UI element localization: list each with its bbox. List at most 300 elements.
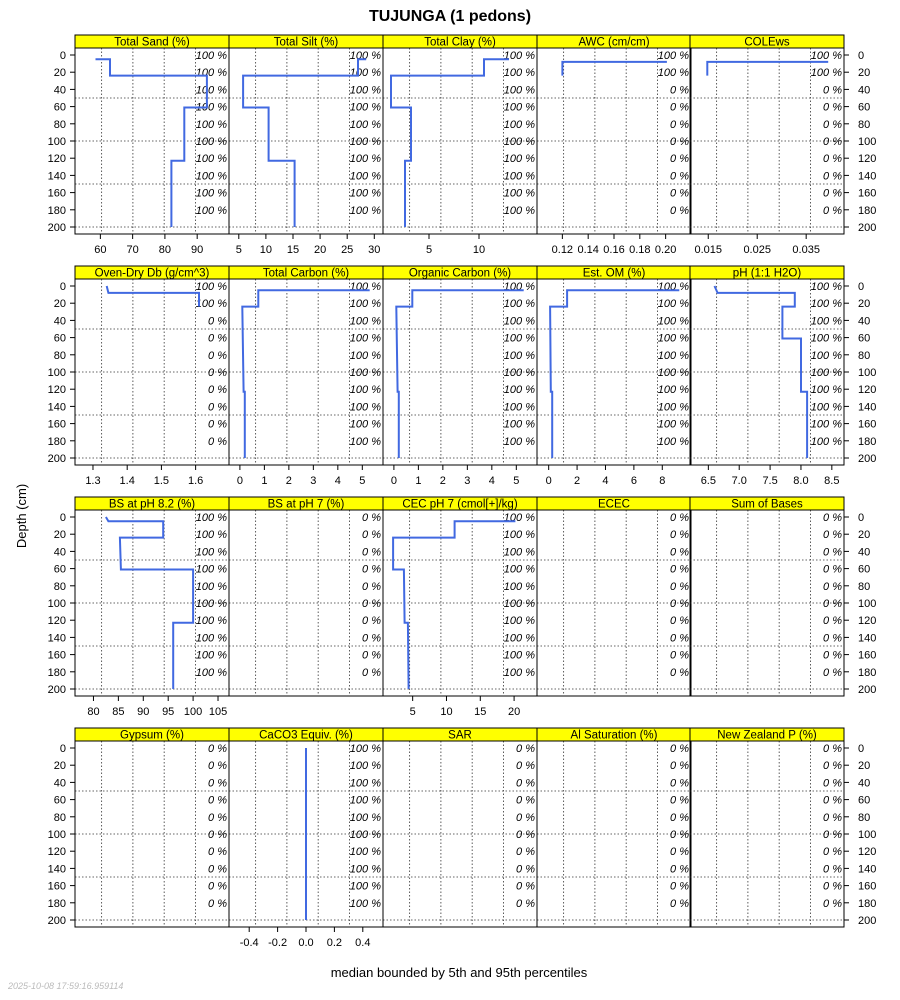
percent-label: 0 % — [670, 84, 689, 97]
y-tick-label: 160 — [858, 418, 877, 431]
percent-label: 0 % — [670, 880, 689, 893]
y-tick-label: 80 — [53, 811, 66, 824]
percent-label: 0 % — [670, 118, 689, 131]
percent-label: 0 % — [670, 153, 689, 166]
x-tick-label: 1 — [261, 475, 268, 487]
y-tick-label: 100 — [47, 367, 66, 379]
percent-label: 0 % — [823, 187, 842, 200]
percent-label: 100 % — [503, 50, 535, 62]
percent-label: 100 % — [657, 401, 689, 414]
y-tick-label: 200 — [47, 222, 66, 234]
percent-label: 100 % — [810, 418, 842, 431]
y-tick-label: 60 — [53, 563, 66, 576]
percent-label: 100 % — [349, 846, 381, 859]
panel — [75, 497, 229, 718]
panel — [537, 497, 691, 696]
y-tick-label: 40 — [858, 546, 871, 559]
percent-label: 100 % — [503, 84, 535, 97]
x-tick-label: 8 — [659, 475, 666, 487]
x-tick-label: 90 — [137, 706, 150, 718]
panel-title: CEC pH 7 (cmol[+]/kg) — [402, 498, 518, 511]
median-profile-line — [393, 521, 515, 689]
percent-label: 100 % — [657, 50, 689, 62]
y-tick-label: 40 — [53, 84, 66, 97]
median-profile-line — [391, 59, 509, 227]
x-tick-label: 0.20 — [654, 244, 677, 256]
y-tick-label: 20 — [858, 529, 871, 542]
x-tick-label: 4 — [488, 475, 495, 487]
percent-label: 0 % — [670, 794, 689, 807]
y-tick-label: 180 — [47, 435, 66, 448]
x-tick-label: 5 — [409, 706, 416, 718]
y-tick-label: 140 — [858, 863, 877, 876]
panel — [537, 728, 691, 927]
percent-label: 0 % — [823, 563, 842, 576]
percent-label: 100 % — [503, 529, 535, 542]
panel-title: pH (1:1 H2O) — [732, 267, 802, 280]
panel — [229, 266, 383, 487]
panel-title: BS at pH 7 (%) — [267, 498, 345, 511]
percent-label: 0 % — [823, 580, 842, 593]
x-tick-label: 5 — [359, 475, 366, 487]
panel — [229, 728, 383, 949]
percent-label: 0 % — [670, 863, 689, 876]
percent-label: 0 % — [823, 794, 842, 807]
percent-label: 100 % — [349, 384, 381, 397]
percent-label: 100 % — [503, 546, 535, 559]
percent-label: 0 % — [516, 811, 535, 824]
percent-label: 100 % — [195, 563, 227, 576]
y-tick-label: 60 — [858, 332, 871, 345]
x-tick-label: 4 — [334, 475, 341, 487]
y-tick-label: 140 — [858, 170, 877, 183]
percent-label: 0 % — [362, 649, 381, 662]
timestamp: 2025-10-08 17:59:16.959114 — [8, 981, 124, 991]
y-tick-label: 140 — [858, 401, 877, 414]
percent-label: 100 % — [503, 563, 535, 576]
y-tick-label: 140 — [47, 170, 66, 183]
percent-label: 100 % — [349, 118, 381, 131]
percent-label: 0 % — [670, 598, 689, 610]
percent-label: 0 % — [516, 897, 535, 910]
y-tick-label: 80 — [53, 118, 66, 131]
x-tick-label: 3 — [310, 475, 317, 487]
y-tick-label: 0 — [59, 743, 66, 755]
panel-title: AWC (cm/cm) — [578, 36, 650, 49]
percent-label: 100 % — [349, 349, 381, 362]
percent-label: 0 % — [823, 666, 842, 679]
panel — [75, 266, 229, 487]
percent-label: 100 % — [349, 281, 381, 293]
percent-label: 0 % — [670, 529, 689, 542]
panel-title: CaCO3 Equiv. (%) — [259, 729, 353, 742]
percent-label: 100 % — [349, 897, 381, 910]
percent-label: 100 % — [503, 418, 535, 431]
y-tick-label: 120 — [47, 384, 66, 397]
percent-label: 100 % — [657, 349, 689, 362]
y-tick-label: 100 — [47, 829, 66, 841]
percent-label: 100 % — [503, 512, 535, 524]
percent-label: 0 % — [208, 777, 227, 790]
x-tick-label: 8.5 — [824, 475, 840, 487]
x-tick-label: 80 — [158, 244, 172, 256]
percent-label: 0 % — [208, 315, 227, 328]
percent-label: 0 % — [362, 580, 381, 593]
percent-label: 0 % — [516, 743, 535, 755]
percent-label: 100 % — [349, 743, 381, 755]
x-tick-label: 0.18 — [629, 244, 651, 256]
x-tick-label: 6.5 — [700, 475, 716, 487]
percent-label: 0 % — [516, 777, 535, 790]
y-tick-label: 200 — [47, 684, 66, 696]
y-tick-label: 200 — [858, 915, 877, 927]
percent-label: 100 % — [503, 298, 535, 311]
y-tick-label: 0 — [858, 743, 865, 755]
percent-label: 100 % — [657, 384, 689, 397]
panel-title: New Zealand P (%) — [717, 729, 817, 742]
y-tick-label: 120 — [47, 153, 66, 166]
percent-label: 0 % — [823, 863, 842, 876]
panel-title: Total Carbon (%) — [262, 267, 350, 280]
y-tick-label: 180 — [858, 204, 877, 217]
percent-label: 100 % — [195, 546, 227, 559]
y-tick-label: 80 — [858, 118, 871, 131]
x-tick-label: 15 — [474, 706, 487, 718]
y-tick-label: 0 — [59, 281, 66, 293]
panel — [229, 497, 383, 696]
panel-title: Sum of Bases — [731, 498, 803, 511]
percent-label: 100 % — [503, 332, 535, 345]
percent-label: 100 % — [195, 84, 227, 97]
percent-label: 0 % — [670, 829, 689, 841]
percent-label: 100 % — [195, 187, 227, 200]
percent-label: 100 % — [349, 829, 381, 841]
percent-label: 0 % — [670, 897, 689, 910]
y-tick-label: 100 — [858, 367, 877, 379]
percent-label: 100 % — [810, 435, 842, 448]
percent-label: 100 % — [810, 332, 842, 345]
percent-label: 100 % — [657, 67, 689, 80]
y-tick-label: 60 — [858, 794, 871, 807]
panel — [690, 35, 844, 256]
percent-label: 100 % — [810, 349, 842, 362]
percent-label: 100 % — [503, 67, 535, 80]
x-tick-label: 8.0 — [793, 475, 809, 487]
percent-label: 0 % — [823, 136, 842, 148]
percent-label: 0 % — [362, 546, 381, 559]
y-tick-label: 200 — [858, 453, 877, 465]
percent-label: 0 % — [362, 666, 381, 679]
x-tick-label: 90 — [191, 244, 204, 256]
x-tick-label: 25 — [341, 244, 354, 256]
y-tick-label: 40 — [858, 777, 871, 790]
percent-label: 100 % — [195, 580, 227, 593]
y-tick-label: 20 — [858, 67, 871, 80]
x-tick-label: 0.035 — [792, 244, 820, 256]
percent-label: 100 % — [349, 367, 381, 379]
percent-label: 0 % — [670, 743, 689, 755]
panel — [383, 266, 537, 487]
percent-label: 100 % — [657, 281, 689, 293]
x-tick-label: 7.5 — [762, 475, 778, 487]
percent-label: 0 % — [823, 811, 842, 824]
panel-title: Gypsum (%) — [120, 729, 184, 742]
percent-label: 100 % — [195, 529, 227, 542]
percent-label: 100 % — [349, 880, 381, 893]
percent-label: 0 % — [208, 811, 227, 824]
panel-title: Est. OM (%) — [582, 267, 646, 280]
percent-label: 100 % — [349, 811, 381, 824]
percent-label: 0 % — [208, 880, 227, 893]
percent-label: 0 % — [670, 615, 689, 628]
percent-label: 0 % — [208, 367, 227, 379]
y-tick-label: 0 — [858, 50, 865, 62]
percent-label: 0 % — [516, 760, 535, 773]
panel-title: SAR — [448, 729, 472, 742]
y-tick-label: 160 — [858, 187, 877, 200]
x-tick-label: 70 — [126, 244, 139, 256]
x-tick-label: 0 — [236, 475, 243, 487]
percent-label: 0 % — [208, 384, 227, 397]
percent-label: 100 % — [503, 666, 535, 679]
x-tick-label: 3 — [464, 475, 471, 487]
x-tick-label: 5 — [513, 475, 520, 487]
x-tick-label: 1.6 — [187, 475, 204, 487]
y-axis-title: Depth (cm) — [14, 483, 29, 549]
x-tick-label: 1 — [415, 475, 422, 487]
x-axis-title: median bounded by 5th and 95th percentiles — [330, 965, 588, 980]
percent-label: 100 % — [349, 794, 381, 807]
x-tick-label: 10 — [259, 244, 273, 256]
percent-label: 0 % — [670, 632, 689, 645]
x-tick-label: -0.2 — [268, 937, 288, 949]
percent-label: 100 % — [810, 281, 842, 293]
x-tick-label: 0.0 — [298, 937, 314, 949]
percent-label: 0 % — [516, 829, 535, 841]
percent-label: 100 % — [503, 170, 535, 183]
percent-label: 0 % — [208, 897, 227, 910]
x-tick-label: 1.5 — [153, 475, 170, 487]
percent-label: 100 % — [349, 863, 381, 876]
panel-title: ECEC — [598, 498, 630, 511]
percent-label: 100 % — [503, 435, 535, 448]
median-profile-line — [562, 62, 667, 76]
x-tick-label: 0 — [545, 475, 552, 487]
y-tick-label: 140 — [858, 632, 877, 645]
percent-label: 0 % — [823, 153, 842, 166]
percent-label: 100 % — [349, 136, 381, 148]
x-tick-label: 0.16 — [603, 244, 625, 256]
x-tick-label: 100 — [183, 706, 203, 718]
panel — [383, 728, 537, 927]
y-tick-label: 160 — [47, 649, 66, 662]
percent-label: 0 % — [208, 863, 227, 876]
y-tick-label: 0 — [858, 512, 865, 524]
y-tick-label: 100 — [858, 598, 877, 610]
y-tick-label: 0 — [59, 50, 66, 62]
percent-label: 100 % — [810, 50, 842, 62]
x-tick-label: 5 — [425, 244, 433, 256]
percent-label: 100 % — [810, 367, 842, 379]
x-tick-label: 10 — [440, 706, 453, 718]
x-tick-label: 5 — [235, 244, 242, 256]
percent-label: 0 % — [823, 118, 842, 131]
percent-label: 100 % — [195, 67, 227, 80]
percent-label: 100 % — [503, 118, 535, 131]
y-tick-label: 80 — [858, 349, 871, 362]
y-tick-label: 120 — [47, 846, 66, 859]
percent-label: 0 % — [823, 829, 842, 841]
percent-label: 100 % — [503, 367, 535, 379]
panel — [690, 728, 844, 927]
y-tick-label: 200 — [47, 915, 66, 927]
percent-label: 100 % — [657, 298, 689, 311]
y-tick-label: 200 — [858, 684, 877, 696]
percent-label: 100 % — [810, 401, 842, 414]
y-tick-label: 180 — [47, 204, 66, 217]
percent-label: 0 % — [823, 880, 842, 893]
percent-label: 100 % — [349, 153, 381, 166]
percent-label: 0 % — [823, 512, 842, 524]
x-tick-label: 0.14 — [577, 244, 599, 256]
x-tick-label: 2 — [439, 475, 446, 487]
percent-label: 0 % — [823, 101, 842, 114]
x-tick-label: 6 — [630, 475, 637, 487]
percent-label: 0 % — [670, 846, 689, 859]
percent-label: 0 % — [823, 632, 842, 645]
x-tick-label: 1.3 — [85, 475, 101, 487]
percent-label: 100 % — [349, 760, 381, 773]
y-tick-label: 120 — [47, 615, 66, 628]
percent-label: 0 % — [208, 401, 227, 414]
x-tick-label: -0.4 — [239, 937, 259, 949]
y-tick-label: 100 — [858, 136, 877, 148]
panel-title: Total Silt (%) — [273, 36, 339, 49]
y-tick-label: 160 — [47, 880, 66, 893]
percent-label: 100 % — [503, 401, 535, 414]
percent-label: 100 % — [195, 512, 227, 524]
panel-title: Total Clay (%) — [424, 36, 496, 49]
x-tick-label: 30 — [368, 244, 381, 256]
percent-label: 100 % — [195, 281, 227, 293]
percent-label: 0 % — [670, 136, 689, 148]
x-tick-label: 0.025 — [743, 244, 771, 256]
percent-label: 0 % — [362, 529, 381, 542]
percent-label: 100 % — [503, 649, 535, 662]
percent-label: 100 % — [195, 101, 227, 114]
percent-label: 100 % — [349, 298, 381, 311]
percent-label: 0 % — [208, 418, 227, 431]
y-tick-label: 180 — [858, 435, 877, 448]
percent-label: 0 % — [362, 598, 381, 610]
panel-title: COLEws — [744, 36, 790, 49]
x-tick-label: 7.0 — [731, 475, 747, 487]
y-tick-label: 160 — [47, 187, 66, 200]
percent-label: 100 % — [503, 632, 535, 645]
percent-label: 0 % — [823, 615, 842, 628]
panel — [537, 35, 691, 256]
percent-label: 0 % — [670, 811, 689, 824]
y-tick-label: 120 — [858, 153, 877, 166]
y-tick-label: 60 — [53, 101, 66, 114]
percent-label: 100 % — [810, 298, 842, 311]
percent-label: 0 % — [516, 880, 535, 893]
y-tick-label: 160 — [858, 880, 877, 893]
y-tick-label: 60 — [53, 332, 66, 345]
percent-label: 0 % — [670, 512, 689, 524]
percent-label: 0 % — [208, 846, 227, 859]
percent-label: 0 % — [362, 632, 381, 645]
x-tick-label: 15 — [286, 244, 300, 256]
percent-label: 100 % — [503, 101, 535, 114]
x-tick-label: 85 — [112, 706, 125, 718]
y-tick-label: 200 — [858, 222, 877, 234]
percent-label: 100 % — [349, 204, 381, 217]
percent-label: 100 % — [349, 67, 381, 80]
percent-label: 0 % — [208, 332, 227, 345]
percent-label: 100 % — [810, 67, 842, 80]
percent-label: 0 % — [208, 829, 227, 841]
percent-label: 0 % — [208, 349, 227, 362]
y-tick-label: 160 — [47, 418, 66, 431]
y-tick-label: 120 — [858, 615, 877, 628]
y-tick-label: 60 — [858, 101, 871, 114]
percent-label: 100 % — [503, 187, 535, 200]
panel — [383, 35, 537, 256]
percent-label: 100 % — [503, 615, 535, 628]
y-tick-label: 0 — [59, 512, 66, 524]
percent-label: 0 % — [823, 649, 842, 662]
percent-label: 100 % — [503, 204, 535, 217]
percent-label: 0 % — [823, 897, 842, 910]
percent-label: 100 % — [503, 580, 535, 593]
chart-title: TUJUNGA (1 pedons) — [368, 8, 532, 25]
x-tick-label: 105 — [208, 706, 228, 718]
percent-label: 0 % — [823, 170, 842, 183]
y-tick-label: 120 — [858, 384, 877, 397]
percent-label: 100 % — [503, 281, 535, 293]
y-tick-label: 40 — [53, 546, 66, 559]
y-tick-label: 20 — [53, 529, 66, 542]
percent-label: 0 % — [670, 666, 689, 679]
percent-label: 100 % — [195, 170, 227, 183]
percent-label: 0 % — [362, 563, 381, 576]
percent-label: 0 % — [823, 529, 842, 542]
panel-title: Total Sand (%) — [114, 36, 190, 49]
percent-label: 100 % — [657, 418, 689, 431]
panel-title: Organic Carbon (%) — [408, 267, 512, 280]
y-tick-label: 100 — [858, 829, 877, 841]
percent-label: 0 % — [670, 546, 689, 559]
percent-label: 100 % — [349, 50, 381, 62]
percent-label: 0 % — [823, 846, 842, 859]
x-tick-label: 0 — [390, 475, 397, 487]
percent-label: 100 % — [503, 315, 535, 328]
y-tick-label: 180 — [47, 897, 66, 910]
y-tick-label: 0 — [858, 281, 865, 293]
percent-label: 0 % — [823, 204, 842, 217]
median-profile-line — [96, 59, 207, 227]
percent-label: 100 % — [503, 153, 535, 166]
percent-label: 100 % — [349, 435, 381, 448]
x-tick-label: 60 — [94, 244, 107, 256]
panel — [690, 497, 844, 696]
percent-label: 100 % — [503, 136, 535, 148]
percent-label: 100 % — [349, 418, 381, 431]
percent-label: 0 % — [516, 794, 535, 807]
percent-label: 0 % — [823, 777, 842, 790]
x-tick-label: 95 — [162, 706, 175, 718]
